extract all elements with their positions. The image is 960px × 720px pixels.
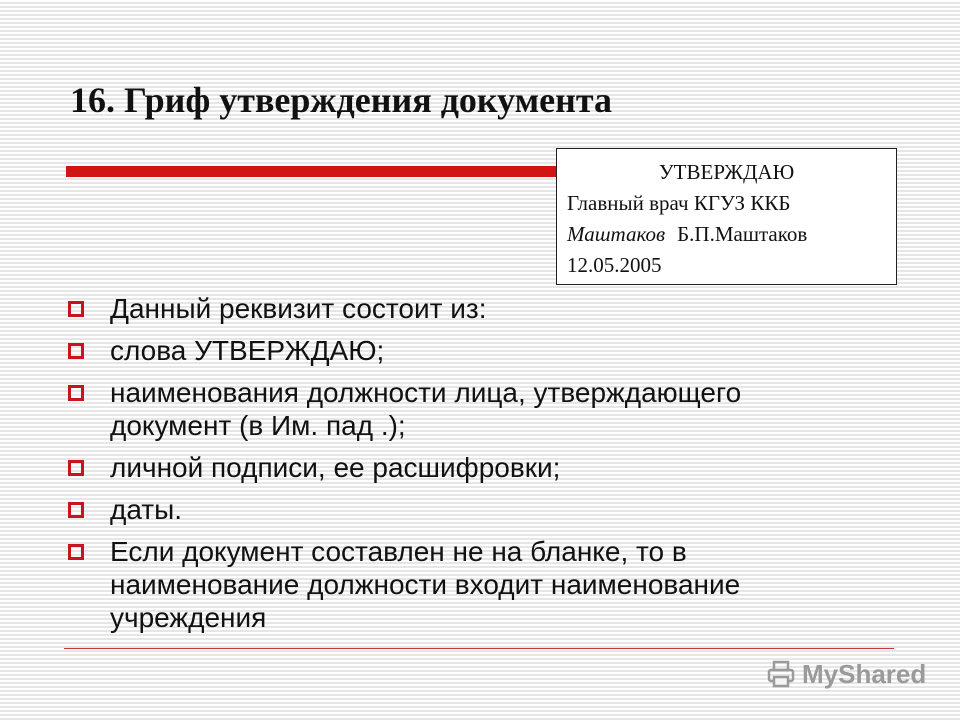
square-bullet-icon [68, 385, 84, 401]
slide-title: 16. Гриф утверждения документа [70, 80, 613, 120]
list-item [68, 535, 868, 634]
square-bullet-icon [68, 460, 84, 476]
printer-icon [766, 659, 796, 689]
list-item [68, 376, 868, 442]
square-bullet-icon [68, 544, 84, 560]
stamp-signature-line [567, 219, 886, 250]
stamp-date: 12.05.2005 [567, 253, 662, 277]
square-bullet-icon [68, 343, 84, 359]
watermark [766, 656, 926, 692]
watermark-text: MyShared [802, 658, 927, 689]
list-item-text: Если документ составлен не на бланке, то в наименование должности входит наименование учреждения [110, 536, 741, 633]
square-bullet-icon [68, 502, 84, 518]
list-item [68, 451, 868, 484]
list-item-text: Данный реквизит состоит из: [110, 293, 487, 324]
stamp-approve-word: УТВЕРЖДАЮ [658, 160, 795, 184]
square-bullet-icon [68, 301, 84, 317]
bullet-list [68, 292, 868, 643]
list-item-text: даты. [110, 494, 183, 525]
list-item-text: слова УТВЕРЖДАЮ; [110, 335, 385, 366]
list-item-text: личной подписи, ее расшифровки; [110, 452, 561, 483]
stamp-name: Б.П.Маштаков [677, 222, 808, 246]
list-item [68, 292, 868, 325]
list-item [68, 334, 868, 367]
footer-divider [64, 648, 894, 649]
list-item-text: наименования должности лица, утверждающего документ (в Им. пад .); [110, 377, 742, 441]
list-item [68, 493, 868, 526]
stamp-signature: Маштаков [567, 222, 666, 246]
title-underline [66, 166, 561, 177]
stamp-position: Главный врач КГУЗ ККБ [567, 191, 791, 215]
approval-stamp [556, 148, 897, 285]
